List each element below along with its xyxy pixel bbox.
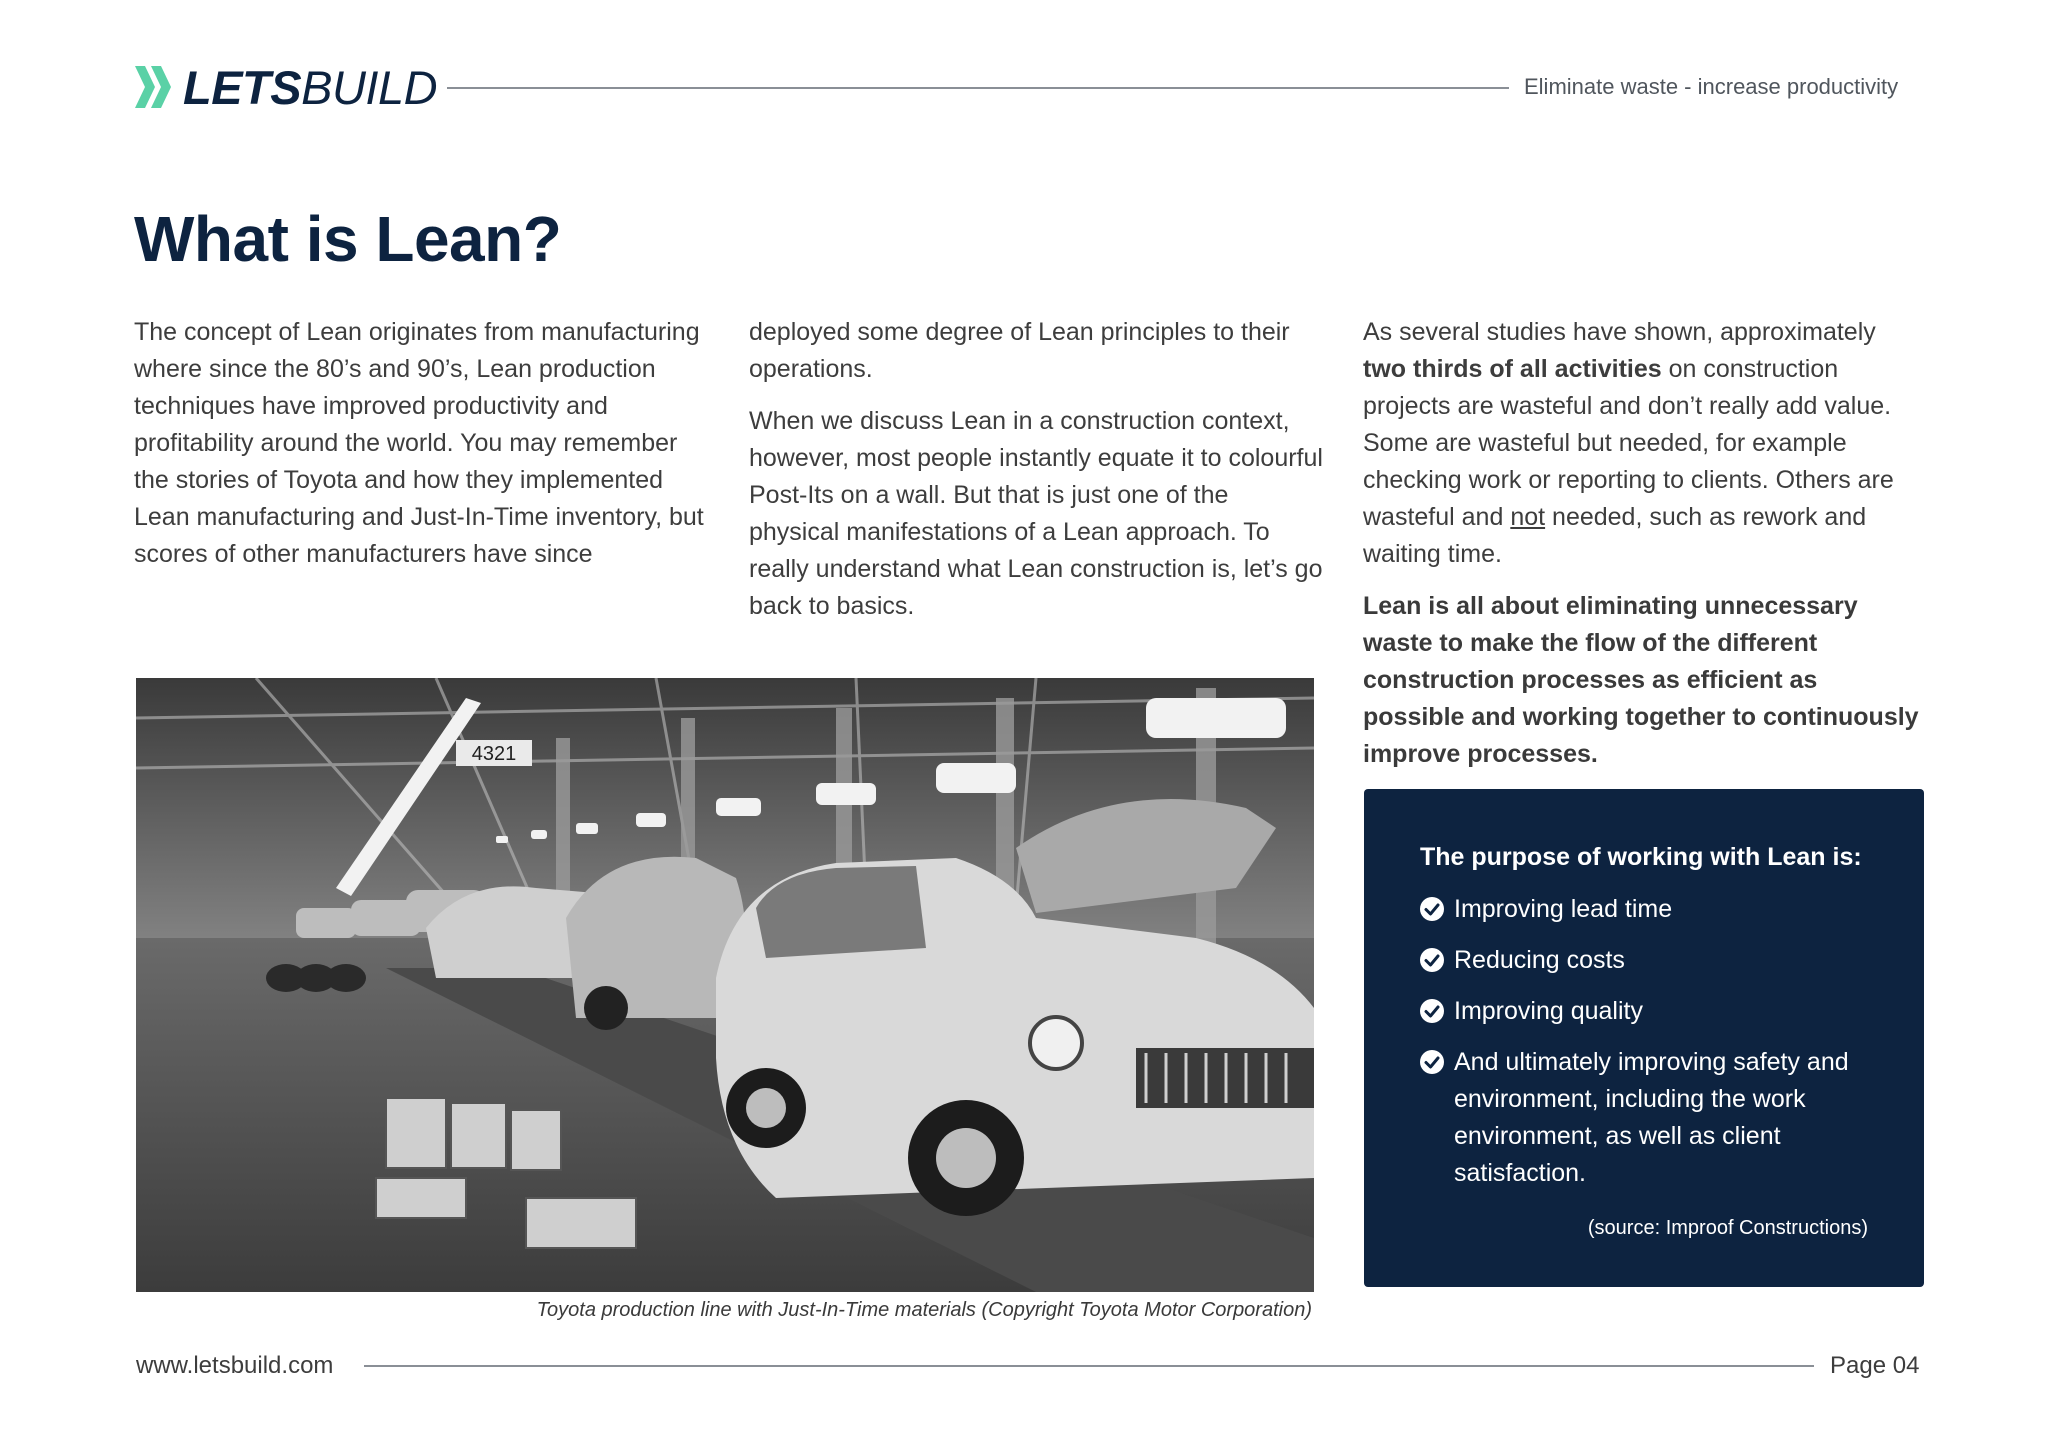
text-column-3 bbox=[1363, 314, 1923, 788]
purpose-list-item bbox=[1420, 1044, 1890, 1192]
footer-divider bbox=[364, 1365, 1814, 1367]
double-chevron-icon bbox=[135, 66, 173, 108]
purpose-title: The purpose of working with Lean is: bbox=[1420, 843, 1862, 871]
text-column-1 bbox=[134, 314, 709, 588]
toyota-production-line-photo bbox=[136, 678, 1314, 1292]
purpose-list-item bbox=[1420, 942, 1890, 979]
photo-caption: Toyota production line with Just-In-Time materials (Copyright Toyota Motor Corporation) bbox=[536, 1299, 1312, 1321]
lean-purpose-box bbox=[1364, 789, 1924, 1287]
check-circle-icon bbox=[1420, 897, 1444, 921]
counter-sign-text: 4321 bbox=[471, 743, 517, 765]
column3-underline-word: not bbox=[1510, 503, 1546, 531]
logo-wordmark-light: BUILD bbox=[301, 60, 438, 114]
purpose-list-item bbox=[1420, 891, 1890, 928]
column3-text-b: on construction projects are wasteful and don’t really add value. Some are wasteful but needed, for example checking work or reporting to clients. Others are wasteful and bbox=[1363, 355, 1894, 531]
column1-paragraph: The concept of Lean originates from manufacturing where since the 80’s and 90’s, Lean production techniques have improved productivity and profitability around the world. You may remember the stories of Toyota and how they implemented Lean manufacturing and Just-In-Time inventory, but scores of other manufacturers have since bbox=[134, 318, 704, 568]
lean-emphasis-statement: Lean is all about eliminating unnecessary waste to make the flow of the different construction processes as efficient as possible and working together to continuously improve processes. bbox=[1363, 592, 1919, 768]
purpose-list bbox=[1420, 891, 1890, 1206]
purpose-item-text: Improving quality bbox=[1454, 997, 1643, 1025]
footer-website-link[interactable]: www.letsbuild.com bbox=[136, 1352, 334, 1379]
check-circle-icon bbox=[1420, 948, 1444, 972]
check-circle-icon bbox=[1420, 999, 1444, 1023]
page-number: Page 04 bbox=[1830, 1352, 1920, 1379]
logo-wordmark-bold: LETS bbox=[183, 60, 302, 114]
purpose-item-text: Reducing costs bbox=[1454, 946, 1625, 974]
header-divider bbox=[447, 87, 1509, 89]
column2-paragraph-2: When we discuss Lean in a construction context, however, most people instantly equate it to colourful Post-Its on a wall. But that is just one of the physical manifestations of a Lean approach. To really understand what Lean construction is, let’s go back to basics. bbox=[749, 407, 1323, 620]
header-tagline: Eliminate waste - increase productivity bbox=[1524, 74, 1899, 99]
purpose-source: (source: Improof Constructions) bbox=[1587, 1217, 1868, 1239]
column3-text-c: needed, such as rework and waiting time. bbox=[1363, 503, 1867, 568]
purpose-list-item bbox=[1420, 993, 1890, 1030]
factory-illustration bbox=[136, 678, 1314, 1292]
column3-text-a: As several studies have shown, approximately bbox=[1363, 318, 1876, 346]
column2-paragraph-1: deployed some degree of Lean principles to their operations. bbox=[749, 318, 1290, 383]
column3-bold-phrase: two thirds of all activities bbox=[1363, 355, 1662, 383]
column3-paragraph bbox=[1363, 314, 1923, 573]
check-circle-icon bbox=[1420, 1050, 1444, 1074]
purpose-item-text: And ultimately improving safety and environment, including the work environment, as well as client satisfaction. bbox=[1454, 1048, 1849, 1187]
text-column-2 bbox=[749, 314, 1324, 640]
page-title: What is Lean? bbox=[134, 203, 562, 275]
letsbuild-logo bbox=[135, 62, 437, 112]
logo-wordmark bbox=[183, 60, 438, 114]
purpose-item-text: Improving lead time bbox=[1454, 895, 1673, 923]
